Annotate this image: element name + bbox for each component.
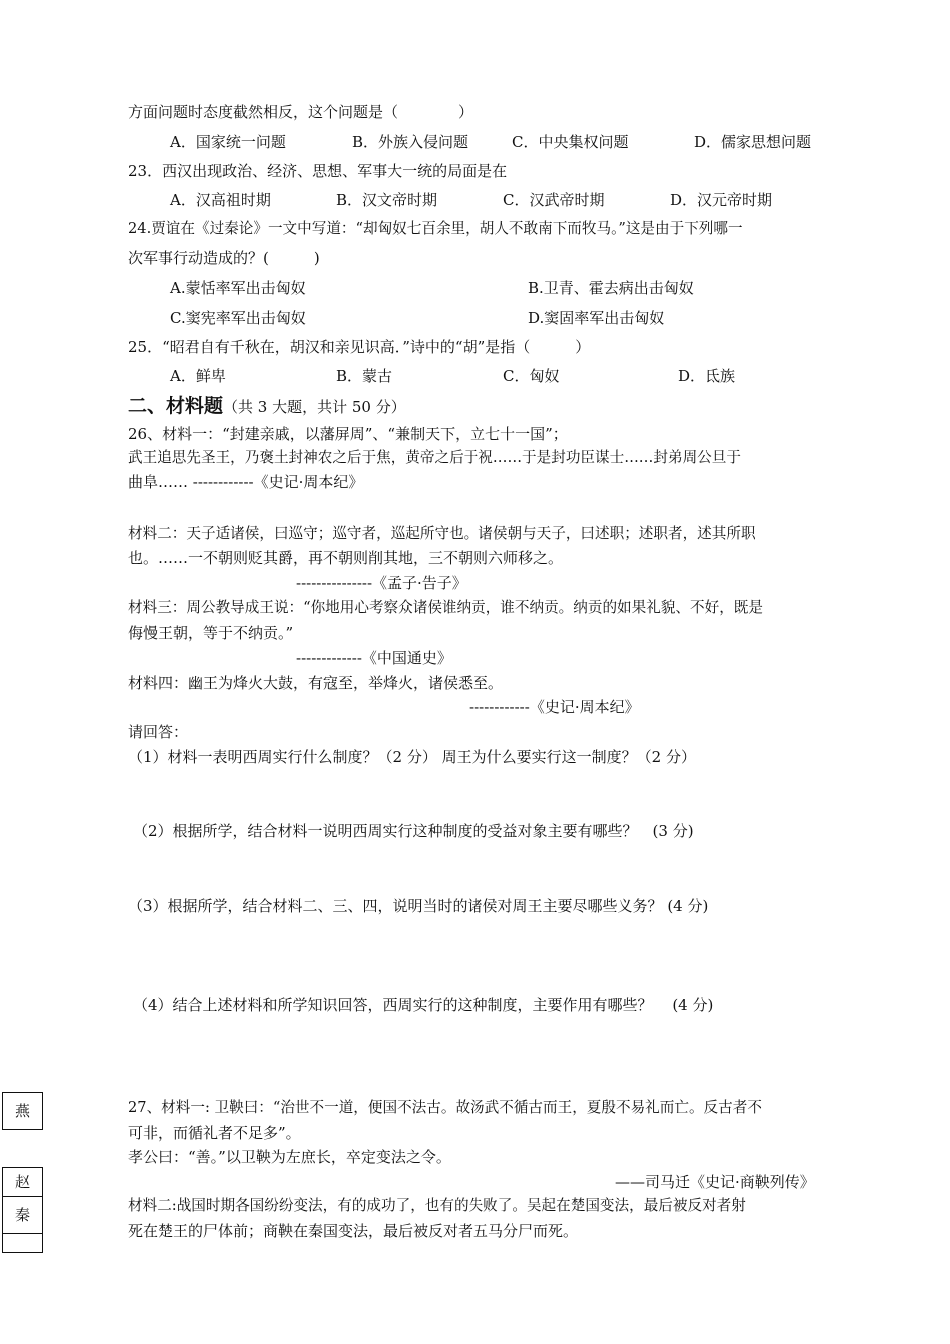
q26-material3-line1: 材料三：周公教导成王说：“你地用心考察众诸侯谁纳贡，谁不纳贡。纳贡的如果礼貌、不好，既是 [128,599,763,616]
section-heading [128,394,406,419]
section-note: （共 3 大题，共计 50 分） [223,398,406,416]
q26-material1-line2: 武王追思先圣王，乃褒土封神农之后于焦，黄帝之后于祝……于是封功臣谋士……封弟周公旦于 [128,449,741,466]
q26-subquestion-2: （2）根据所学，结合材料一说明西周实行这种制度的受益对象主要有哪些？ (3 分) [133,822,694,840]
side-box-zhao: 赵 [2,1167,43,1197]
q22-option-d: D．儒家思想问题 [694,133,812,151]
q24-option-b: B.卫青、霍去病出击匈奴 [528,279,694,297]
q27-material2-line2: 死在楚王的尸体前；商鞅在秦国变法，最后被反对者五马分尸而死。 [128,1222,579,1240]
section-title: 二、材料题 [128,395,224,417]
q26-material2-source: ---------------《孟子·告子》 [296,574,467,592]
q24-option-d: D.窦固率军出击匈奴 [528,309,665,327]
q23-option-d: D．汉元帝时期 [670,191,773,209]
q22-option-b: B．外族入侵问题 [352,133,469,151]
q25-option-b: B．蒙古 [336,367,393,385]
q25-stem: 25．“昭君自有千秋在，胡汉和亲见识高．”诗中的“胡”是指（ ） [128,338,591,356]
q22-stem-continuation: 方面问题时态度截然相反，这个问题是（ ） [128,103,474,121]
q24-stem-line2: 次军事行动造成的？( ) [128,249,320,267]
q26-material4-line1: 材料四：幽王为烽火大鼓，有寇至，举烽火，诸侯悉至。 [128,674,504,692]
q26-material3-line2: 侮慢王朝，等于不纳贡。” [128,624,294,642]
q23-option-c: C．汉武帝时期 [503,191,605,209]
q27-material2-line1: 材料二:战国时期各国纷纷变法，有的成功了，也有的失败了。吴起在楚国变法，最后被反对者射 [128,1197,746,1214]
q24-option-a: A.蒙恬率军出击匈奴 [170,279,306,297]
q25-option-d: D．氐族 [678,367,736,385]
q26-material1-line1: 26、材料一：“封建亲戚，以藩屏周”、“兼制天下，立七十一国”； [128,425,568,443]
q27-material1-line1: 27、材料一: 卫鞅曰：“治世不一道，便国不法古。故汤武不循古而王，夏殷不易礼而亡。反古者不 [128,1099,762,1116]
side-box-yan: 燕 [2,1092,43,1130]
q26-material2-line2: 也。……一不朝则贬其爵，再不朝则削其地，三不朝则六师移之。 [128,549,564,567]
q27-material1-line2: 可非，而循礼者不足多”。 [128,1124,301,1142]
q22-option-a: A．国家统一问题 [170,133,286,151]
q26-material2-line1: 材料二：天子适诸侯，曰巡守；巡守者，巡起所守也。诸侯朝与天子，曰述职；述职者，述其所职 [128,525,756,542]
q24-stem-line1: 24.贾谊在《过秦论》一文中写道：“却匈奴七百余里，胡人不敢南下而牧马。”这是由于下列哪一 [128,220,743,237]
q25-option-c: C．匈奴 [503,367,560,385]
q23-option-a: A．汉高祖时期 [170,191,271,209]
q23-stem: 23．西汉出现政治、经济、思想、军事大一统的局面是在 [128,162,508,180]
q26-material4-source: ------------《史记·周本纪》 [469,698,640,716]
q26-subquestion-1: （1）材料一表明西周实行什么制度？（2 分） 周王为什么要实行这一制度？（2 分） [128,748,696,766]
q25-option-a: A．鲜卑 [170,367,226,385]
q26-subquestion-4: （4）结合上述材料和所学知识回答，西周实行的这种制度，主要作用有哪些？ (4 分) [133,996,714,1014]
q24-option-c: C.窦宪率军出击匈奴 [170,309,306,327]
q23-option-b: B．汉文帝时期 [336,191,438,209]
q26-subquestion-3: （3）根据所学，结合材料二、三、四，说明当时的诸侯对周王主要尽哪些义务？ (4 分) [128,897,709,915]
q26-prompt: 请回答： [128,723,189,741]
q26-material3-source: -------------《中国通史》 [296,649,452,667]
q27-material1-line3: 孝公曰：“善。”以卫鞅为左庶长，卒定变法之令。 [128,1148,451,1166]
q27-material1-source: ——司马迁《史记·商鞅列传》 [615,1173,815,1191]
side-box-qin: 秦 [2,1196,43,1234]
side-box-empty [2,1233,43,1253]
q22-option-c: C．中央集权问题 [512,133,629,151]
q26-material1-line3: 曲阜…… ------------《史记·周本纪》 [128,473,364,491]
